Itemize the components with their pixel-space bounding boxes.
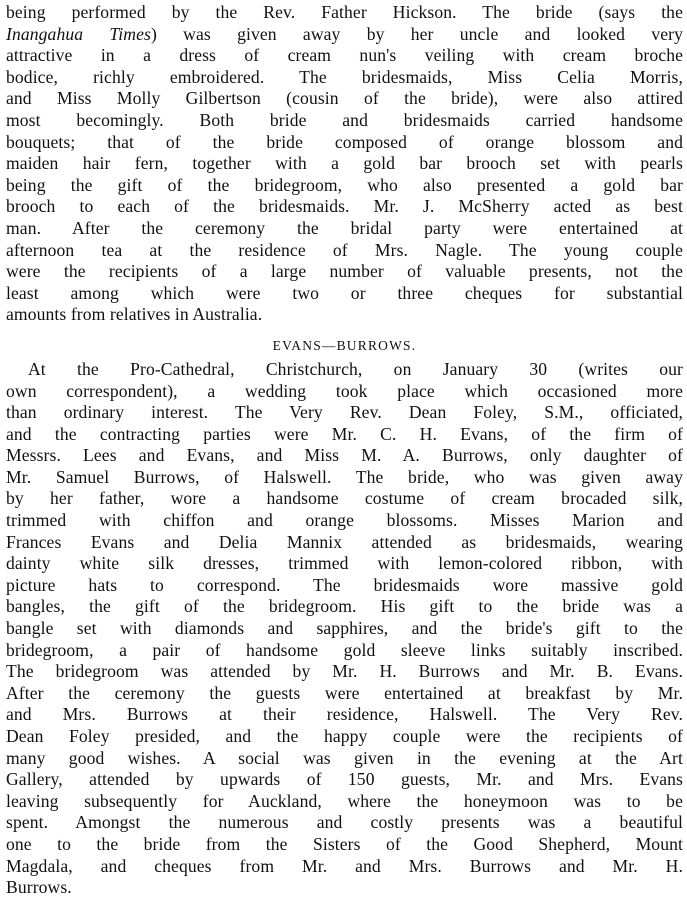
text-line: amounts from relatives in Australia.	[6, 304, 263, 325]
text-line: one to the bride from the Sisters of the Good Shepherd, Mount	[6, 833, 683, 854]
text-line: Messrs. Lees and Evans, and Miss M. A. Burrows, only daughter of	[6, 445, 683, 466]
text-line: and the contracting parties were Mr. C. H. Evans, of the firm of	[6, 423, 683, 444]
text-line: trimmed with chiffon and orange blossoms. Misses Marion and	[6, 510, 683, 531]
text-line: bangle set with diamonds and sapphires, and the bride's gift to the	[6, 618, 683, 639]
text-line: Burrows.	[6, 877, 72, 898]
newspaper-title: Inangahua Times	[6, 23, 151, 44]
text-line	[6, 24, 683, 46]
paragraph-evans-burrows	[6, 359, 683, 899]
text-line: attractive in a dress of cream nun's veiling with cream broche	[6, 45, 683, 66]
paragraph-hickson-wedding	[6, 2, 683, 326]
text-line: Frances Evans and Delia Mannix attended as bridesmaids, wearing	[6, 531, 683, 552]
text-line: bouquets; that of the bride composed of orange blossom and	[6, 131, 683, 152]
text-line: After the ceremony the guests were entertained at breakfast by Mr.	[6, 682, 683, 703]
text-line: At the Pro-Cathedral, Christchurch, on January 30 (writes our	[28, 358, 683, 379]
text-line: many good wishes. A social was given in the evening at the Art	[6, 747, 683, 768]
text-line: by her father, wore a handsome costume of cream brocaded silk,	[6, 488, 683, 509]
text-line: brooch to each of the bridesmaids. Mr. J. McSherry acted as best	[6, 196, 683, 217]
text-line: and Mrs. Burrows at their residence, Halswell. The Very Rev.	[6, 704, 683, 725]
text-line: and Miss Molly Gilbertson (cousin of the bride), were also attired	[6, 88, 683, 109]
text-line: Mr. Samuel Burrows, of Halswell. The bride, who was given away	[6, 466, 683, 487]
text-line: dainty white silk dresses, trimmed with lemon-colored ribbon, with	[6, 553, 683, 574]
text-line: least among which were two or three cheques for substantial	[6, 282, 683, 303]
text-line: Magdala, and cheques from Mr. and Mrs. Burrows and Mr. H.	[6, 855, 683, 876]
text-line-rest: ) was given away by her uncle and looked very	[150, 23, 683, 44]
text-line: bridegroom, a pair of handsome gold sleeve links suitably inscribed.	[6, 639, 683, 660]
text-line: own correspondent), a wedding took place which occasioned more	[6, 380, 683, 401]
text-line: bodice, richly embroidered. The bridesmaids, Miss Celia Morris,	[6, 66, 683, 87]
text-line: picture hats to correspond. The bridesmaids wore massive gold	[6, 574, 683, 595]
text-line: maiden hair fern, together with a gold bar brooch set with pearls	[6, 153, 683, 174]
text-line: Gallery, attended by upwards of 150 guests, Mr. and Mrs. Evans	[6, 769, 683, 790]
text-line: were the recipients of a large number of valuable presents, not the	[6, 261, 683, 282]
text-line: spent. Amongst the numerous and costly presents was a beautiful	[6, 812, 683, 833]
text-line: afternoon tea at the residence of Mrs. Nagle. The young couple	[6, 239, 683, 260]
text-line: leaving subsequently for Auckland, where the honeymoon was to be	[6, 790, 683, 811]
text-line: most becomingly. Both bride and bridesmaids carried handsome	[6, 109, 683, 130]
section-heading: EVANS—BURROWS.	[272, 337, 417, 353]
text-line: bangles, the gift of the bridegroom. His gift to the bride was a	[6, 596, 683, 617]
text-line: man. After the ceremony the bridal party were entertained at	[6, 217, 683, 238]
text-line: The bridegroom was attended by Mr. H. Burrows and Mr. B. Evans.	[6, 661, 683, 682]
text-line: being the gift of the bridegroom, who also presented a gold bar	[6, 174, 683, 195]
text-line: being performed by the Rev. Father Hickson. The bride (says the	[6, 2, 683, 22]
text-line: Dean Foley presided, and the happy couple were the recipients of	[6, 726, 683, 746]
newspaper-column	[6, 2, 683, 899]
text-line: than ordinary interest. The Very Rev. Dean Foley, S.M., officiated,	[6, 402, 683, 423]
